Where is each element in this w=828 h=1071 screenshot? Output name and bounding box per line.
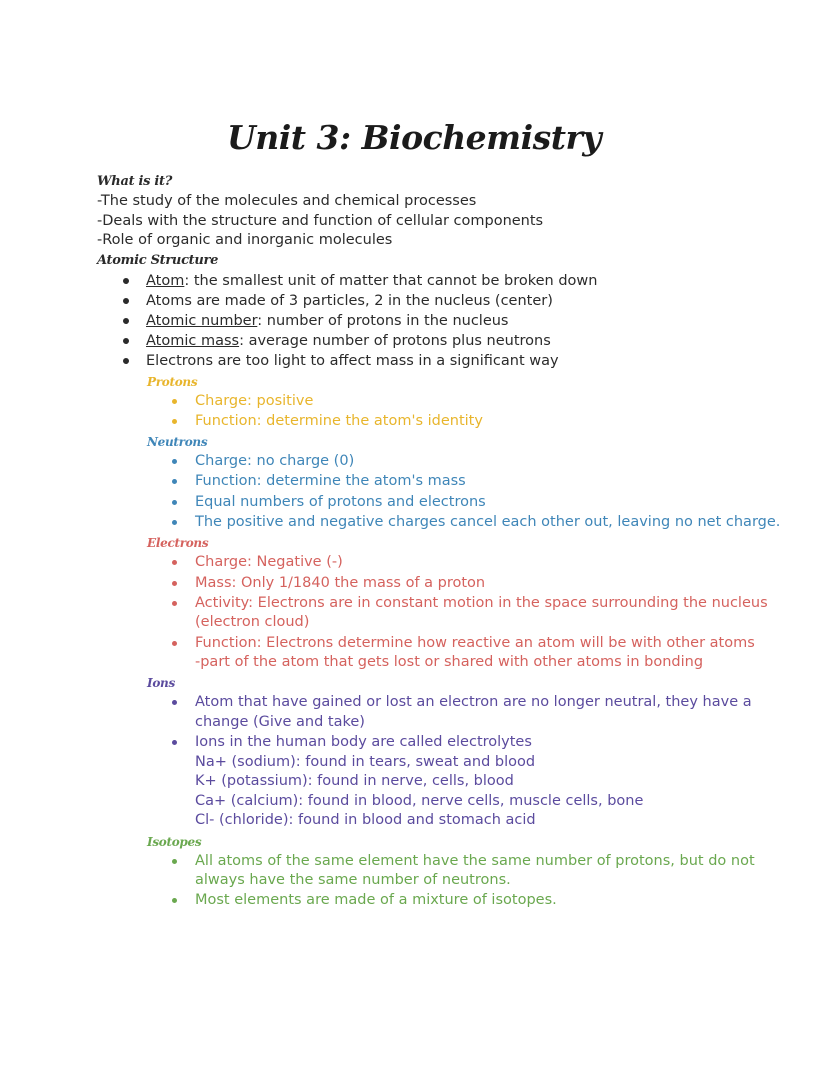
list-item: Charge: no charge (0) [147, 452, 797, 472]
neutrons-list [147, 452, 797, 532]
list-item: Atom that have gained or lost an electron are no longer neutral, they have a change (Give and take) [147, 693, 797, 732]
list-item: Most elements are made of a mixture of isotopes. [147, 891, 797, 911]
list-item: Activity: Electrons are in constant motion in the space surrounding the nucleus (electron cloud) [147, 594, 797, 633]
isotopes-heading: Isotopes [147, 834, 202, 849]
electrolytes-intro: Ions in the human body are called electrolytes [195, 734, 532, 751]
atomic-structure-list [97, 271, 797, 372]
protons-section [147, 372, 797, 432]
list-item: Charge: positive [147, 392, 797, 412]
function-note: -part of the atom that gets lost or shared with other atoms in bonding [195, 654, 704, 671]
list-item [97, 271, 797, 291]
ions-list [147, 693, 797, 830]
list-item [97, 351, 797, 371]
protons-list [147, 392, 797, 432]
list-item [147, 634, 797, 673]
ions-section [147, 673, 797, 830]
list-item: Mass: Only 1/1840 the mass of a proton [147, 574, 797, 594]
list-item: Function: determine the atom's mass [147, 472, 797, 492]
electrolyte-line: Cl- (chloride): found in blood and stomach acid [195, 812, 536, 829]
function-text: Function: Electrons determine how reactive an atom will be with other atoms [195, 634, 755, 651]
what-is-it-line: -Role of organic and inorganic molecules [97, 232, 393, 248]
ions-heading: Ions [147, 676, 175, 691]
list-item: Function: determine the atom's identity [147, 412, 797, 432]
list-item: The positive and negative charges cancel each other out, leaving no net charge. [147, 513, 797, 533]
list-item [97, 311, 797, 331]
list-item [97, 331, 797, 351]
definition: : the smallest unit of matter that cannot be broken down [184, 272, 598, 289]
definition: : number of protons in the nucleus [257, 312, 509, 329]
term-atomic-mass: Atomic mass [146, 333, 240, 350]
definition: : average number of protons plus neutrons [239, 333, 551, 350]
electrolyte-line: Na+ (sodium): found in tears, sweat and blood [195, 753, 536, 770]
list-item [97, 291, 797, 311]
list-item: Charge: Negative (-) [147, 553, 797, 573]
electrons-heading: Electrons [147, 536, 209, 551]
electrolyte-line: Ca+ (calcium): found in blood, nerve cells, muscle cells, bone [195, 792, 644, 809]
electrons-section [147, 533, 797, 672]
definition: Atoms are made of 3 particles, 2 in the nucleus (center) [146, 292, 553, 309]
atomic-structure-heading: Atomic Structure [97, 252, 219, 268]
definition: Electrons are too light to affect mass in a significant way [146, 353, 559, 370]
neutrons-heading: Neutrons [147, 435, 208, 450]
electrons-list [147, 553, 797, 672]
what-is-it-line: -The study of the molecules and chemical processes [97, 193, 477, 209]
list-item [147, 733, 797, 831]
page-title: Unit 3: Biochemistry [226, 118, 602, 157]
isotopes-section [147, 832, 797, 911]
neutrons-section [147, 432, 797, 532]
electrolyte-line: K+ (potassium): found in nerve, cells, blood [195, 773, 514, 790]
what-is-it-line: -Deals with the structure and function of cellular components [97, 212, 544, 229]
protons-heading: Protons [147, 374, 198, 389]
isotopes-list [147, 852, 797, 911]
what-is-it-heading: What is it? [97, 174, 173, 189]
document-body [97, 172, 797, 912]
list-item: Equal numbers of protons and electrons [147, 493, 797, 513]
term-atom: Atom [146, 272, 185, 289]
list-item: All atoms of the same element have the same number of protons, but do not always have the same number of neutrons. [147, 852, 797, 891]
term-atomic-number: Atomic number [146, 312, 258, 329]
